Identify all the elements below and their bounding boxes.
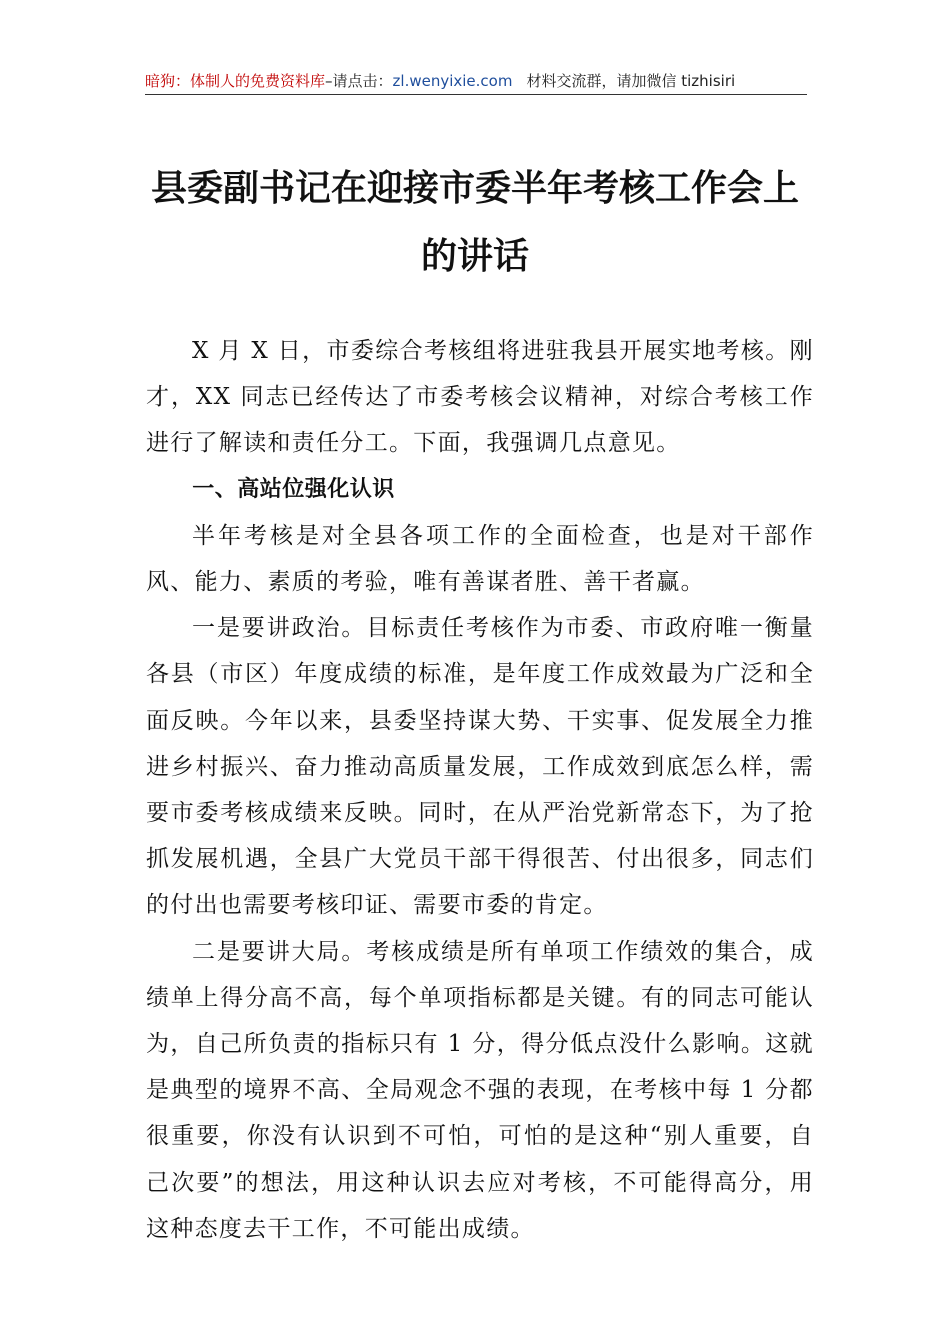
header-contact: 材料交流群，请加微信 tizhisiri [526,72,736,90]
section-heading: 一、高站位强化认识 [192,476,395,502]
paragraph-politics: 一是要讲政治。目标责任考核作为市委、市政府唯一衡量各县（市区）年度成绩的标准，是年度工作成效最为广泛和全面反映。今年以来，县委坚持谋大势、干实事、促发展全力推进乡村振兴、奋力推动高质量发展，工作成效到底怎么样，需要市委考核成绩来反映。同时，在从严治党新常态下，为了抢抓发展机遇，全县广大党员干部干得很苦、付出很多，同志们的付出也需要考核印证、需要市委的肯定。 [146,615,814,919]
watermark-header [145,70,807,95]
paragraph-intro: X 月 X 日，市委综合考核组将进驻我县开展实地考核。刚才，XX 同志已经传达了市委考核会议精神，对综合考核工作进行了解读和责任分工。下面，我强调几点意见。 [146,338,814,457]
header-brand: 暗狗：体制人的免费资料库 [145,72,326,90]
paragraph-overview: 半年考核是对全县各项工作的全面检查，也是对干部作风、能力、素质的考验，唯有善谋者胜、善干者赢。 [146,522,814,596]
document-title-line1: 县委副书记在迎接市委半年考核工作会上 [150,167,799,209]
paragraph-big-picture: 二是要讲大局。考核成绩是所有单项工作绩效的集合，成绩单上得分高不高，每个单项指标都是关键。有的同志可能认为，自己所负责的指标只有 1 分，得分低点没什么影响。这就是典型的境界不高、全局观念不强的表现，在考核中每 1 分都很重要，你没有认识到不可怕，可怕的是这种“别人重要，自己次要”的想法，用这种认识去应对考核，不可能得高分，用这种态度去干工作，不可能出成绩。 [146,938,814,1242]
document-body [146,328,814,1252]
document-title-line2: 的讲话 [420,235,529,277]
header-link[interactable]: zl.wenyixie.com [392,72,513,90]
header-prompt: –请点击： [325,72,393,90]
